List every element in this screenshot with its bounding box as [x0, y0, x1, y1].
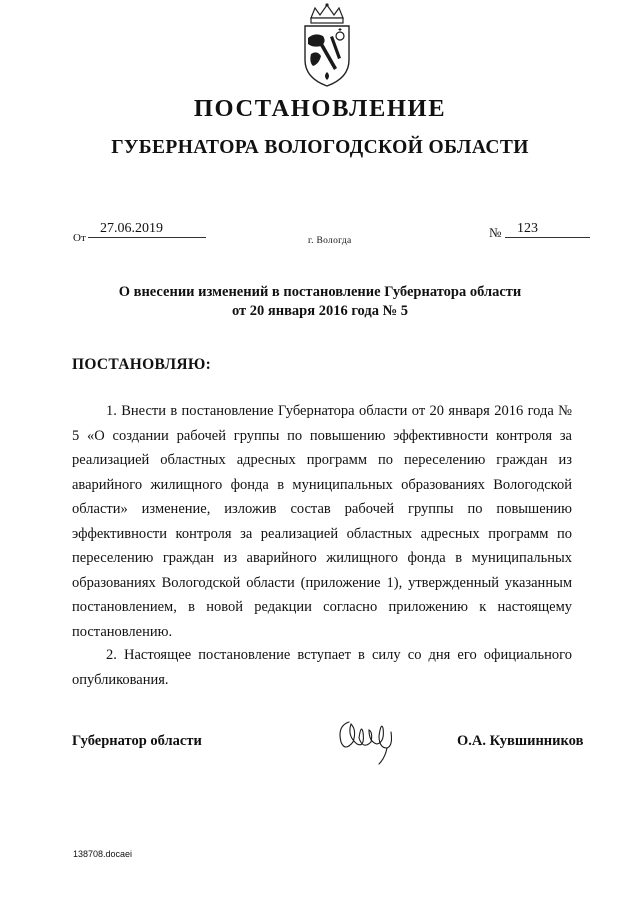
document-number: 123 [505, 220, 590, 238]
document-type-title: ПОСТАНОВЛЕНИЕ [193, 95, 447, 122]
handwritten-signature [335, 712, 395, 770]
signatory-position: Губернатор области [72, 733, 202, 749]
body-paragraph-2: 2. Настоящее постановление вступает в силу со дня его официального опубликования. [72, 647, 572, 688]
issuer-title: ГУБЕРНАТОРА ВОЛОГОДСКОЙ ОБЛАСТИ [111, 137, 529, 158]
signatory-name: О.А. Кувшинников [457, 733, 584, 749]
body-paragraph-1: 1. Внести в постановление Губернатора области от 20 января 2016 года № 5 «О создании рабочей группы по повышению эффективности контроля за реализацией областных адресных программ по переселению граждан из аварийного жилищного фонда в муниципальных образованиях Вологодской области» изменение, изложив состав рабочей группы по повышению эффективности контроля за реализацией областных адресных программ по переселению граждан из аварийного жилищного фонда в муниципальных образованиях Вологодской области (приложение 1), утвержденный указанным постановлением, в новой редакции согласно приложению к настоящему постановлению. [72, 403, 572, 640]
document-date: 27.06.2019 [88, 220, 206, 238]
file-code: 138708.docaei [73, 849, 133, 859]
number-prefix-label: № [489, 225, 502, 240]
subject-line-1: О внесении изменений в постановление Губернатора области [118, 284, 522, 300]
date-prefix-label: От [73, 232, 86, 244]
subject-line-2: от 20 января 2016 года № 5 [231, 303, 409, 319]
city-label: г. Вологда [308, 236, 352, 246]
document-subject [0, 283, 640, 321]
decree-heading: ПОСТАНОВЛЯЮ: [72, 356, 212, 373]
coat-of-arms-emblem [297, 2, 357, 90]
